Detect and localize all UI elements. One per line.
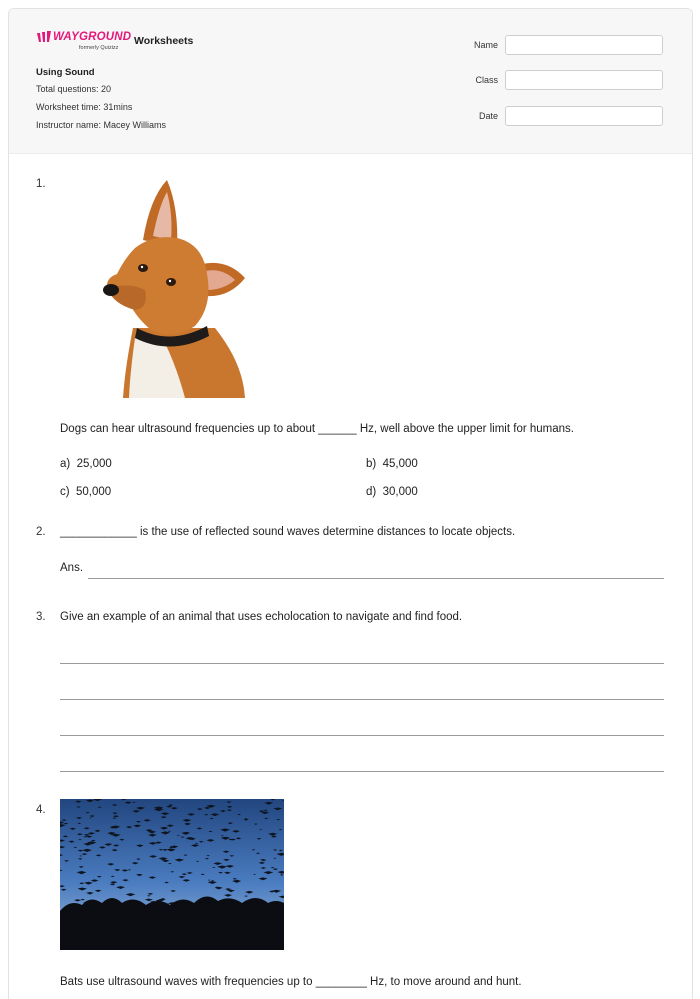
worksheet-title: Using Sound <box>36 67 95 78</box>
question-3-number: 3. <box>36 611 46 623</box>
bats-photo <box>60 799 284 950</box>
option-c[interactable] <box>60 486 111 498</box>
answer-line[interactable] <box>60 735 664 736</box>
answer-label: Ans. <box>60 562 84 574</box>
question-4-number: 4. <box>36 804 46 816</box>
question-1-text: Dogs can hear ultrasound frequencies up to about ______ Hz, well above the upper limit for humans. <box>60 423 574 435</box>
option-value: 30,000 <box>382 486 418 498</box>
question-2-text: ____________ is the use of reflected sound waves determine distances to locate objects. <box>60 526 516 538</box>
answer-line[interactable] <box>60 771 664 772</box>
instructor-name: Instructor name: Macey Williams <box>36 120 167 130</box>
option-a[interactable] <box>60 458 112 470</box>
class-field[interactable] <box>505 70 663 90</box>
option-letter: b) <box>366 458 377 470</box>
answer-line[interactable] <box>60 699 664 700</box>
option-d[interactable] <box>366 486 418 498</box>
option-value: 50,000 <box>75 486 112 498</box>
wayground-logo-icon <box>36 31 52 43</box>
dog-photo <box>95 178 245 398</box>
total-questions: Total questions: 20 <box>36 84 112 94</box>
worksheet-page <box>8 8 693 999</box>
option-letter: c) <box>60 486 70 498</box>
logo-wordmark: WAYGROUND <box>53 31 132 43</box>
date-label: Date <box>478 111 498 121</box>
name-label: Name <box>473 40 498 50</box>
option-value: 45,000 <box>382 458 418 470</box>
option-b[interactable] <box>366 458 418 470</box>
option-value: 25,000 <box>76 458 112 470</box>
worksheet-time: Worksheet time: 31mins <box>36 102 133 112</box>
question-3-text: Give an example of an animal that uses echolocation to navigate and find food. <box>60 611 463 623</box>
option-letter: d) <box>366 486 377 498</box>
answer-line[interactable] <box>88 578 664 579</box>
worksheet-header <box>9 9 692 154</box>
question-4-text: Bats use ultrasound waves with frequencies up to ________ Hz, to move around and hunt. <box>60 976 522 988</box>
question-2-number: 2. <box>36 526 46 538</box>
option-letter: a) <box>60 458 71 470</box>
name-field[interactable] <box>505 35 663 55</box>
app-title: Worksheets <box>134 35 194 47</box>
class-label: Class <box>475 75 498 85</box>
wayground-logo <box>36 31 131 59</box>
answer-line[interactable] <box>60 663 664 664</box>
date-field[interactable] <box>505 106 663 126</box>
question-1-number: 1. <box>36 178 46 190</box>
logo-subtitle: formerly Quizizz <box>79 45 119 51</box>
